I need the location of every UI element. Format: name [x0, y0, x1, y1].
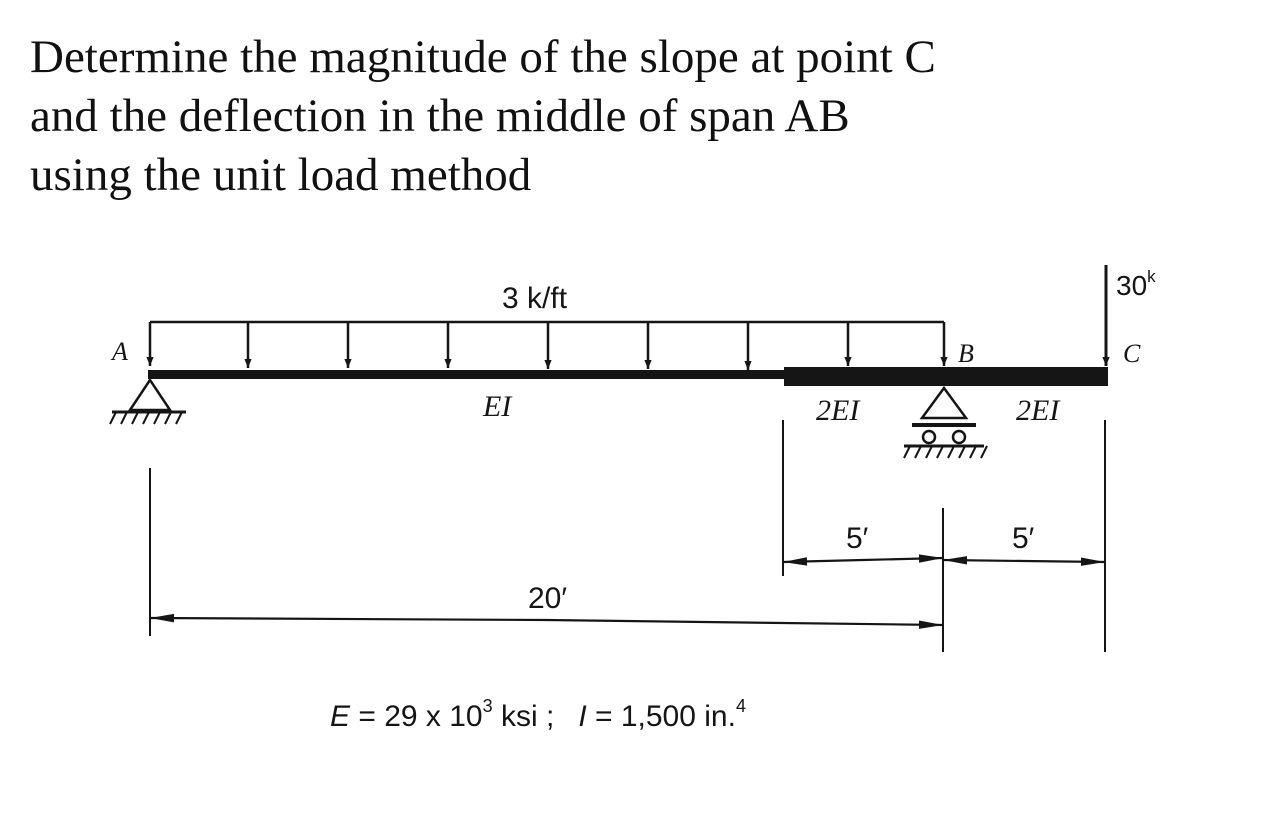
extension-lines — [150, 420, 1105, 652]
question-line-3: using the unit load method — [30, 149, 532, 201]
e-exponent: 3 — [482, 696, 493, 716]
point-c-label: C — [1123, 339, 1141, 368]
roller-wheel — [923, 431, 935, 443]
beam-segment-ei — [148, 370, 784, 379]
question-line-1: Determine the magnitude of the slope at point C — [30, 31, 936, 83]
point-load-label — [1116, 267, 1156, 301]
i-value: = 1,500 in. — [586, 700, 736, 733]
stiffness-label-ei: EI — [483, 390, 512, 423]
ground-hatch — [110, 412, 182, 424]
material-properties — [330, 696, 746, 733]
roller-support-b — [904, 388, 987, 458]
dim-5ft-overhang-line — [1024, 561, 1105, 562]
question-line-2: and the deflection in the middle of span AB — [30, 90, 850, 142]
distributed-load — [150, 282, 944, 370]
dim-5ft-overhang-line — [943, 560, 1024, 561]
roller-base — [912, 423, 976, 427]
beam — [148, 367, 1108, 386]
dim-5ft-line — [783, 560, 863, 562]
dimension-lines — [150, 558, 1105, 625]
stiffness-label-2ei-mid: 2EI — [816, 394, 860, 427]
i-symbol: I — [578, 700, 587, 733]
point-a-label: A — [112, 337, 128, 366]
distributed-load-label: 3 k/ft — [502, 282, 568, 315]
dim-5ft-label: 5′ — [846, 522, 869, 555]
e-value: = 29 x 10 — [350, 700, 483, 733]
beam-segment-2ei — [784, 367, 1108, 386]
dim-5ft-overhang-label: 5′ — [1012, 522, 1035, 555]
e-unit: ksi ; — [492, 700, 555, 733]
roller-triangle — [922, 388, 966, 418]
pin-triangle — [130, 380, 170, 410]
pin-support-a — [110, 380, 186, 424]
point-load-unit: k — [1147, 267, 1156, 286]
dim-20ft-line — [150, 618, 546, 620]
stiffness-label-2ei-overhang: 2EI — [1016, 394, 1060, 427]
dim-20ft-line — [546, 620, 943, 625]
e-symbol: E — [330, 700, 351, 733]
point-load-value: 30 — [1116, 270, 1148, 301]
ground-hatch — [904, 446, 987, 458]
point-b-label: B — [958, 339, 974, 368]
roller-wheel — [953, 431, 965, 443]
i-exponent: 4 — [735, 696, 746, 716]
dim-5ft-line — [863, 558, 943, 560]
dim-20ft-label: 20′ — [528, 582, 567, 615]
